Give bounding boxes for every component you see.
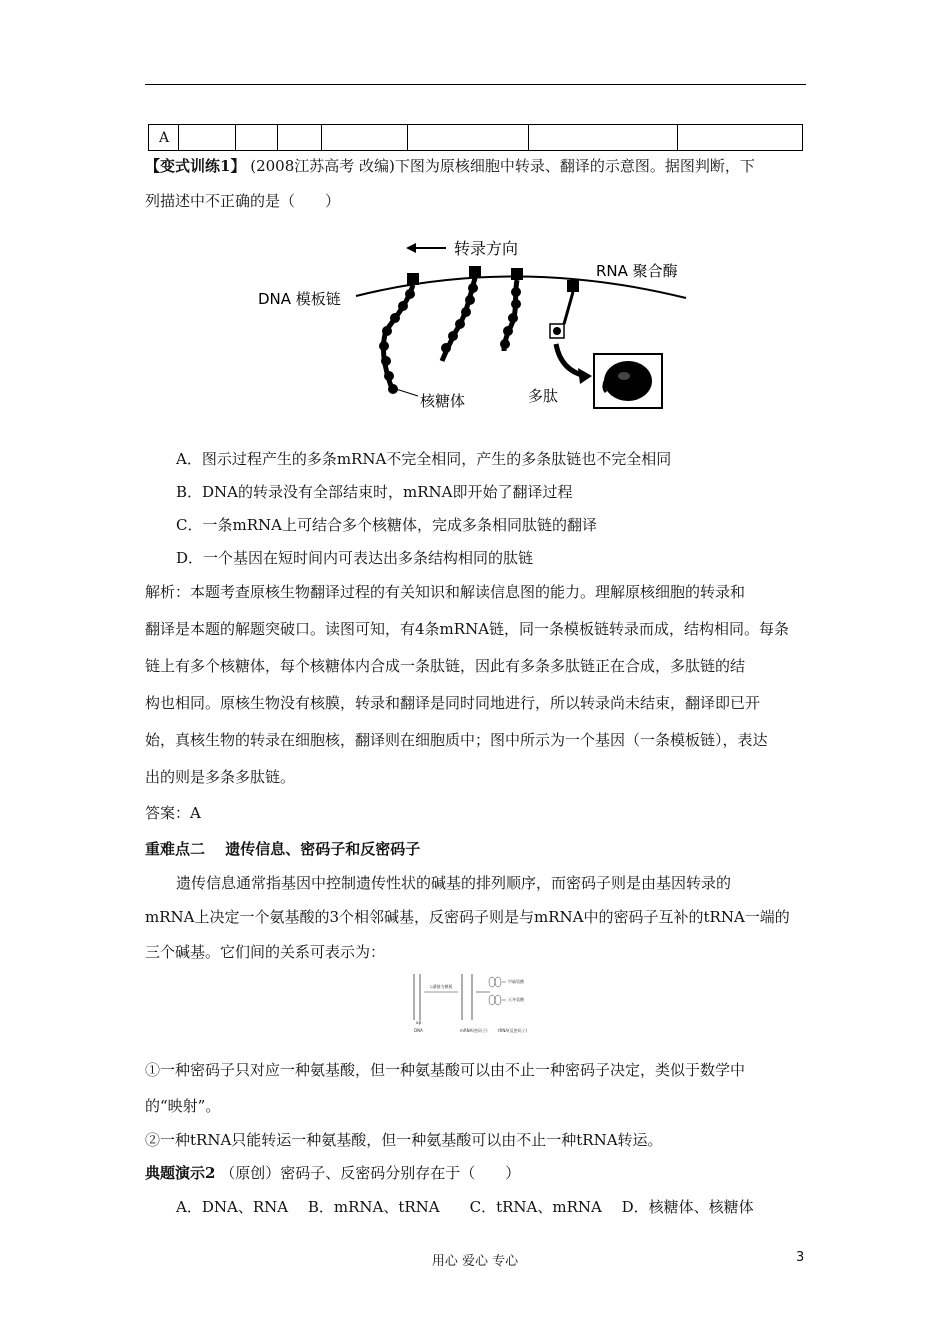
template-label: 以β链为模板: [430, 984, 453, 989]
amino-acid-1: 甲硫氨酸: [508, 979, 524, 984]
option1-c: C．一条mRNA上可结合多个核糖体，完成多条相同肽链的翻译: [176, 516, 597, 534]
mrna-caption: mRNA(密码子): [460, 1028, 488, 1033]
analysis-line: 构也相同。原核生物没有核膜，转录和翻译是同时同地进行，所以转录尚未结束，翻译即已开: [145, 694, 761, 712]
option1-b: B．DNA的转录没有全部结束时，mRNA即开始了翻译过程: [176, 483, 573, 501]
analysis-line: 始，真核生物的转录在细胞核，翻译则在细胞质中；图中所示为一个基因（一条模板链），表达: [145, 731, 768, 749]
para2-line: 遗传信息通常指基因中控制遗传性状的碱基的排列顺序，而密码子则是由基因转录的: [176, 874, 732, 892]
table-row: [149, 125, 803, 151]
table-cell: [529, 125, 678, 151]
transcription-direction-arrow: [406, 243, 446, 253]
table-cell: [678, 125, 803, 151]
table-cell: [408, 125, 529, 151]
zoom-arrowhead: [578, 368, 592, 384]
variant1-stem: (2008江苏高考 改编)下图为原核细胞中转录、翻译的示意图。据图判断，下: [250, 157, 755, 175]
ribosome-label: 核糖体: [420, 392, 466, 410]
variant1-heading: 【变式训练1】: [145, 157, 246, 175]
variant1-line2: 列描述中不正确的是（ ）: [145, 192, 341, 210]
footer-text: 用心 爱心 专心: [431, 1254, 519, 1269]
mrna-chain-3: [500, 280, 521, 351]
amino-acid-2: 天冬氨酸: [508, 997, 524, 1002]
table-cell: [236, 125, 278, 151]
page-number: 3: [796, 1250, 805, 1265]
table-cell: [278, 125, 322, 151]
point-line: 的“映射”。: [145, 1097, 221, 1115]
variant1-line1: [145, 156, 755, 176]
example2-heading: 典题演示2: [145, 1164, 216, 1182]
para2-line: mRNA上决定一个氨基酸的3个相邻碱基，反密码子则是与mRNA中的密码子互补的tRNA一端的: [145, 908, 790, 926]
polypeptide-blob: [604, 361, 652, 401]
table-cell: A: [149, 125, 179, 151]
polypeptide-label: 多肽: [528, 387, 559, 405]
polymerase-label: RNA 聚合酶: [596, 262, 678, 280]
example2-stem: （原创）密码子、反密码分别存在于（ ）: [220, 1164, 521, 1182]
point-line: ②一种tRNA只能转运一种氨基酸，但一种氨基酸可以由不止一种tRNA转运。: [145, 1131, 663, 1149]
analysis-line: 出的则是多条多肽链。: [145, 768, 296, 786]
mrna-chain-4: [550, 292, 573, 338]
para2-line: 三个碱基。它们间的关系可表示为：: [145, 943, 386, 961]
mrna-chain-1: [379, 285, 415, 394]
trna-caption: tRNA(反密码子): [498, 1028, 528, 1033]
example2-options: A．DNA、RNA B．mRNA、tRNA C．tRNA、mRNA D．核糖体、核糖体: [176, 1198, 754, 1216]
analysis-line: 翻译是本题的解题突破口。读图可知，有4条mRNA链，同一条模板链转录而成，结构相同。每条: [145, 620, 790, 638]
direction-label: 转录方向: [454, 239, 519, 258]
rna-polymerase: [567, 280, 579, 292]
option1-d: D．一个基因在短时间内可表达出多条结构相同的肽链: [176, 549, 534, 567]
table-cell: [322, 125, 408, 151]
dna-label: DNA 模板链: [258, 290, 341, 308]
example2-line: [145, 1163, 520, 1183]
strand-label: αβ: [416, 1020, 422, 1025]
mrna-chain-2: [441, 278, 478, 361]
transcription-figure: [256, 236, 700, 412]
rna-polymerase: [407, 273, 419, 285]
codon-relationship-figure: [410, 970, 540, 1034]
analysis-line: 解析：本题考查原核生物翻译过程的有关知识和解读信息图的能力。理解原核细胞的转录和: [145, 583, 746, 601]
answer-table: [148, 124, 803, 151]
rna-polymerase: [469, 266, 481, 278]
point-line: ①一种密码子只对应一种氨基酸，但一种氨基酸可以由不止一种密码子决定，类似于数学中: [145, 1061, 746, 1079]
header-rule: [145, 84, 806, 85]
section2-heading: 重难点二 遗传信息、密码子和反密码子: [145, 840, 421, 858]
table-cell: [179, 125, 236, 151]
rna-polymerase: [511, 268, 523, 280]
analysis-line: 链上有多个核糖体，每个核糖体内合成一条肽链，因此有多条多肽链正在合成，多肽链的结: [145, 657, 746, 675]
dna-caption: DNA: [414, 1028, 423, 1033]
answer-text: 答案：A: [145, 804, 201, 822]
option1-a: A．图示过程产生的多条mRNA不完全相同，产生的多条肽链也不完全相同: [176, 450, 672, 468]
